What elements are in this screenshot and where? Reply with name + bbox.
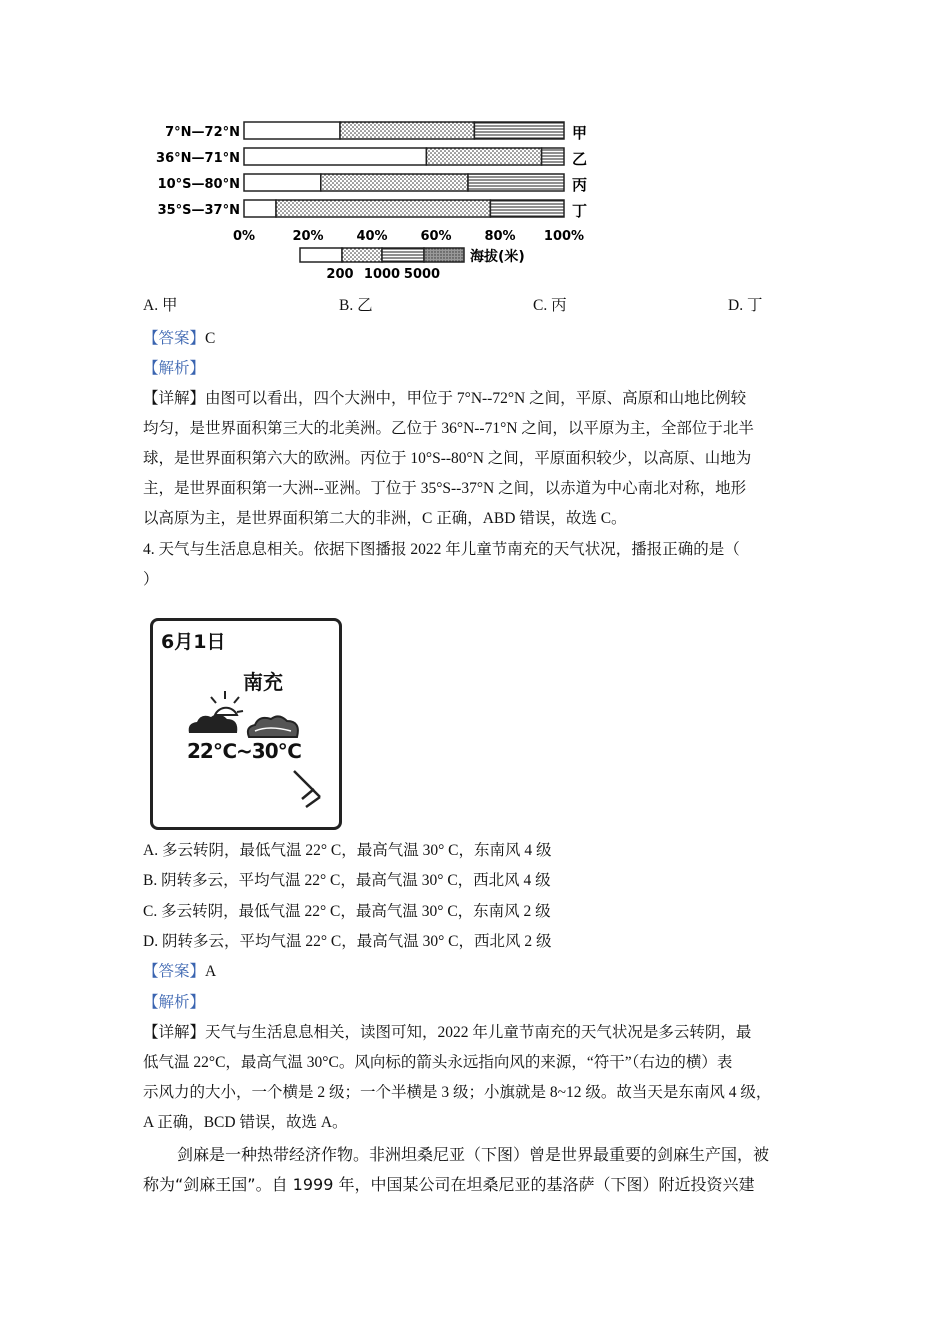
bar-segment [321, 174, 468, 191]
bar-segment [276, 200, 490, 217]
legend-swatch [424, 248, 464, 262]
bar-segment [244, 122, 340, 139]
passage-line: 剑麻是一种热带经济作物。非洲坦桑尼亚（下图）曾是世界最重要的剑麻生产国，被 [177, 1145, 770, 1164]
legend-swatch [382, 248, 424, 262]
q3-option-a: A. 甲 [143, 297, 178, 314]
bar-segment [244, 148, 426, 165]
axis-tick-label: 80% [484, 229, 516, 244]
q4-detail-line: 低气温 22°C，最高气温 30°C。风向标的箭头永远指向风的来源，“符干”（右边的横）表 [143, 1054, 733, 1071]
q3-detail-line: 均匀，是世界面积第三大的北美洲。乙位于 36°N--71°N 之间，以平原为主，全部位于北半 [143, 420, 754, 437]
weather-date: 6月1日 [161, 631, 226, 653]
weather-temp: 22℃~30℃ [187, 739, 301, 763]
legend-swatch [300, 248, 342, 262]
bar-segment [468, 174, 564, 191]
legend-title: 海拔(米) [470, 249, 525, 265]
row-name-label: 乙 [572, 150, 588, 168]
weather-city: 南充 [243, 670, 283, 694]
q4-answer: 【答案】A [143, 963, 217, 980]
bar-segment [340, 122, 474, 139]
bar-segment [490, 200, 564, 217]
passage-line: 称为“剑麻王国”。自 1999 年，中国某公司在坦桑尼亚的基洛萨（下图）附近投资兴建 [143, 1175, 755, 1194]
axis-tick-label: 40% [356, 229, 388, 244]
axis-tick-label: 60% [420, 229, 452, 244]
q3-detail-line: 以高原为主，是世界面积第二大的非洲，C 正确，ABD 错误，故选 C。 [143, 510, 627, 527]
q3-detail-line: 【详解】由图可以看出，四个大洲中，甲位于 7°N--72°N 之间，平原、高原和山地比例较 [143, 390, 747, 407]
cloudy-to-overcast-icon [183, 687, 313, 743]
bar-segment [244, 200, 276, 217]
axis-tick-label: 0% [232, 229, 256, 244]
q4-option: D. 阴转多云，平均气温 22° C，最高气温 30° C，西北风 2 级 [143, 933, 552, 950]
weather-card [150, 618, 342, 830]
legend-tick-label: 1000 [363, 267, 401, 282]
bar-segment [244, 174, 321, 191]
row-range-label: 35°S—37°N [157, 203, 240, 218]
axis-tick-label: 20% [292, 229, 324, 244]
q3-option-d: D. 丁 [728, 297, 763, 314]
row-range-label: 10°S—80°N [157, 177, 240, 192]
q3-option-c: C. 丙 [533, 297, 567, 314]
legend-tick-label: 200 [326, 267, 354, 282]
wind-vane-icon [288, 767, 330, 811]
q3-detail-line: 主，是世界面积第一大洲--亚洲。丁位于 35°S--37°N 之间，以赤道为中心南北对称，地形 [143, 480, 747, 497]
q4-stem: 4. 天气与生活息息相关。依据下图播报 2022 年儿童节南充的天气状况，播报正确的是（ [143, 541, 740, 558]
q4-option: C. 多云转阴，最低气温 22° C，最高气温 30° C，东南风 2 级 [143, 903, 551, 920]
bar-segment [426, 148, 541, 165]
row-name-label: 丁 [572, 202, 588, 220]
row-name-label: 甲 [572, 124, 588, 142]
row-name-label: 丙 [572, 176, 588, 194]
q4-detail-line: 示风力的大小，一个横是 2 级；一个半横是 3 级；小旗就是 8~12 级。故当天是东南风 4 级， [143, 1084, 772, 1101]
legend-swatch [342, 248, 382, 262]
q4-detail-line: A 正确，BCD 错误，故选 A。 [143, 1114, 348, 1131]
q4-option: A. 多云转阴，最低气温 22° C，最高气温 30° C，东南风 4 级 [143, 842, 552, 859]
legend-tick-label: 5000 [403, 267, 441, 282]
q3-detail-line: 球，是世界面积第六大的欧洲。丙位于 10°S--80°N 之间，平原面积较少，以高原、山地为 [143, 450, 752, 467]
q4-option: B. 阴转多云，平均气温 22° C，最高气温 30° C，西北风 4 级 [143, 872, 551, 889]
row-range-label: 36°N—71°N [156, 151, 240, 166]
bar-segment [542, 148, 564, 165]
bar-segment [474, 122, 564, 139]
q3-answer: 【答案】C [143, 330, 216, 347]
q4-detail-line: 【详解】天气与生活息息相关，读图可知，2022 年儿童节南充的天气状况是多云转阴，最 [143, 1024, 752, 1041]
q3-option-b: B. 乙 [339, 297, 373, 314]
q4-stem: ） [143, 571, 159, 588]
landform-bar-chart [140, 110, 610, 285]
q3-analysis-label: 【解析】 [143, 360, 206, 377]
axis-tick-label: 100% [543, 229, 585, 244]
row-range-label: 7°N—72°N [165, 125, 240, 140]
q4-analysis-label: 【解析】 [143, 994, 206, 1011]
